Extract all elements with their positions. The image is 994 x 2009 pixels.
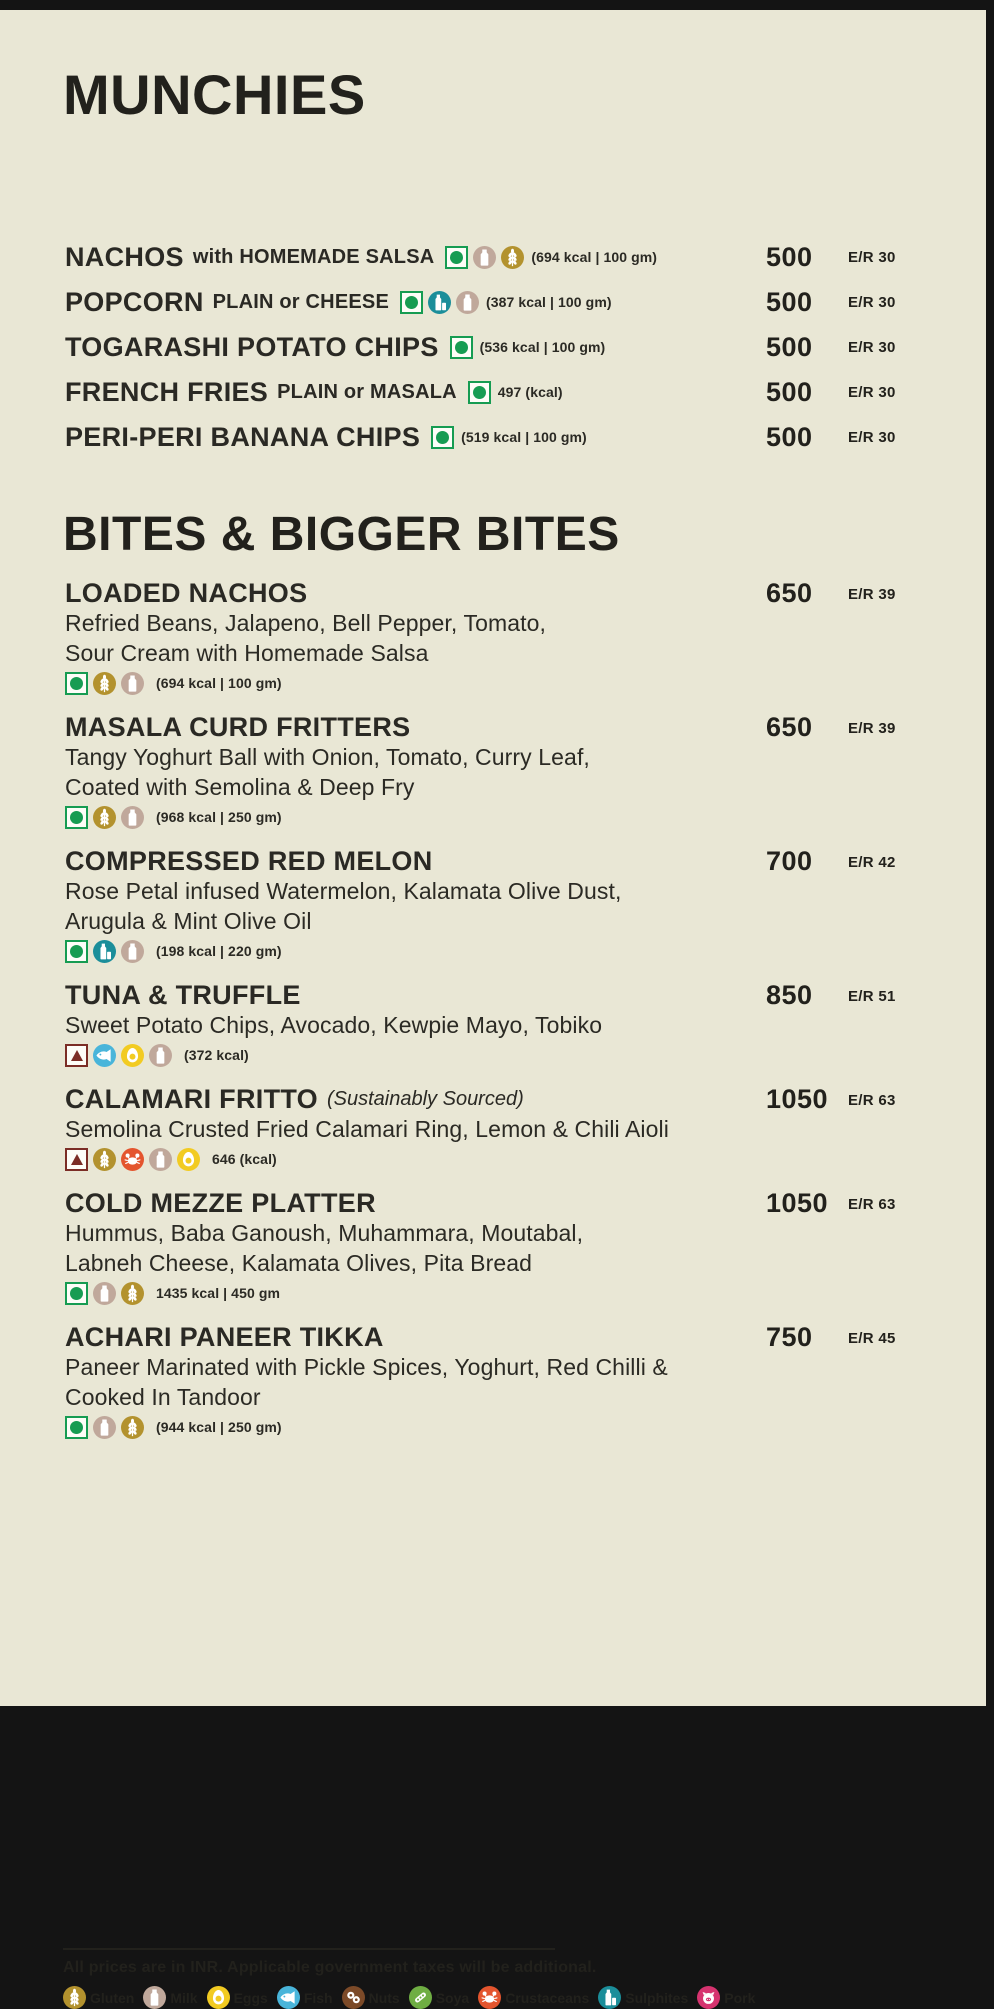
gluten-icon: [63, 1986, 86, 2009]
nonveg-icon: [65, 1148, 88, 1171]
milk-icon: [143, 1986, 166, 2009]
menu-page: [0, 10, 986, 2006]
gluten-icon: [93, 1148, 116, 1171]
item-name-suffix: with HOMEMADE SALSA: [192, 245, 435, 268]
item-exchange-rate: E/R 30: [848, 293, 896, 311]
allergen-icons: [65, 804, 766, 830]
menu-item-main: [65, 712, 766, 830]
veg-icon: [65, 1282, 88, 1305]
menu-item: [0, 1084, 986, 1172]
legend-entry: [342, 1986, 400, 2009]
item-name-row: [65, 377, 766, 407]
section-title: MUNCHIES: [63, 63, 366, 126]
kcal-label: (519 kcal | 100 gm): [461, 429, 587, 446]
milk-icon: [121, 672, 144, 695]
item-price: 650: [766, 712, 813, 743]
footer-note: All prices are in INR. Applicable government taxes will be additional.: [63, 1959, 597, 1976]
item-description: Rose Petal infused Watermelon, Kalamata Olive Dust,: [65, 878, 622, 905]
item-name-row: [65, 1084, 766, 1114]
menu-item: [0, 980, 986, 1068]
pork-icon: [697, 1986, 720, 2009]
crustaceans-icon: [121, 1148, 144, 1171]
menu-item: [0, 846, 986, 964]
menu-item: [0, 325, 986, 370]
item-price: 500: [766, 376, 813, 407]
legend-label: Pork: [724, 1989, 756, 2006]
menu-item-main: [65, 377, 766, 407]
item-exchange-rate: E/R 51: [848, 988, 896, 1006]
item-name: LOADED NACHOS: [65, 578, 308, 609]
item-exchange-rate: E/R 39: [848, 586, 896, 604]
menu-item-main: [65, 1084, 766, 1172]
item-name: COLD MEZZE PLATTER: [65, 1188, 376, 1219]
legend-label: Fish: [303, 1989, 333, 2006]
item-name-row: [65, 332, 766, 362]
item-name-row: [65, 287, 766, 317]
legend-entry: [478, 1986, 589, 2009]
item-name-row: [65, 422, 766, 452]
item-price: 500: [766, 331, 813, 362]
allergen-icons: [65, 1146, 766, 1172]
item-name: PERI-PERI BANANA CHIPS: [65, 422, 421, 453]
menu-item: [0, 370, 986, 415]
nuts-icon: [342, 1986, 365, 2009]
item-name: CALAMARI FRITTO: [65, 1084, 318, 1115]
legend-entry: [598, 1986, 688, 2009]
item-price: 850: [766, 980, 813, 1011]
allergen-icons: [445, 246, 524, 269]
sulphites-icon: [598, 1986, 621, 2009]
eggs-icon: [207, 1986, 230, 2009]
milk-icon: [456, 291, 479, 314]
fish-icon: [93, 1044, 116, 1067]
menu-item-main: [65, 1322, 766, 1440]
menu-footer: [63, 1948, 986, 2009]
kcal-label: 1435 kcal | 450 gm: [156, 1285, 281, 1302]
menu-item: [0, 712, 986, 830]
item-exchange-rate: E/R 63: [848, 1196, 896, 1214]
item-name: NACHOS: [65, 242, 184, 273]
item-description: Semolina Crusted Fried Calamari Ring, Lemon & Chili Aioli: [65, 1116, 669, 1143]
allergen-icons: [450, 336, 473, 359]
item-name: TOGARASHI POTATO CHIPS: [65, 332, 439, 363]
item-price: 500: [766, 421, 813, 452]
legend-label: Eggs: [233, 1989, 268, 2006]
gluten-icon: [93, 806, 116, 829]
legend-label: Milk: [170, 1989, 198, 2006]
menu-item: [0, 1322, 986, 1440]
item-name-row: [65, 980, 766, 1010]
legend-entry: [409, 1986, 469, 2009]
sulphites-icon: [428, 291, 451, 314]
sulphites-icon: [93, 940, 116, 963]
menu-item: [0, 235, 986, 280]
milk-icon: [121, 806, 144, 829]
menu-item-main: [65, 980, 766, 1068]
milk-icon: [149, 1148, 172, 1171]
kcal-label: (944 kcal | 250 gm): [156, 1419, 282, 1436]
menu-item-main: [65, 846, 766, 964]
veg-icon: [400, 291, 423, 314]
menu-item-main: [65, 332, 766, 362]
item-description: Cooked In Tandoor: [65, 1384, 261, 1411]
legend-entry: [277, 1986, 333, 2009]
item-description: Refried Beans, Jalapeno, Bell Pepper, Tomato,: [65, 610, 546, 637]
item-exchange-rate: E/R 45: [848, 1330, 896, 1348]
legend-entry: [143, 1986, 197, 2009]
menu-item-main: [65, 578, 766, 696]
legend-label: Gluten: [90, 1989, 135, 2006]
veg-icon: [65, 1416, 88, 1439]
item-name: POPCORN: [65, 287, 204, 318]
veg-icon: [468, 381, 491, 404]
item-price: 1050: [766, 1188, 829, 1219]
menu-item-main: [65, 287, 766, 317]
milk-icon: [121, 940, 144, 963]
item-description: Arugula & Mint Olive Oil: [65, 908, 312, 935]
legend-label: Sulphites: [625, 1989, 689, 2006]
item-name-suffix: PLAIN or MASALA: [277, 380, 457, 403]
allergen-legend: [63, 1986, 986, 2009]
eggs-icon: [121, 1044, 144, 1067]
kcal-label: 497 (kcal): [497, 384, 563, 401]
allergen-icons: [65, 1414, 766, 1440]
gluten-icon: [121, 1416, 144, 1439]
menu-content: [0, 63, 986, 1762]
allergen-icons: [65, 670, 766, 696]
allergen-icons: [468, 381, 491, 404]
legend-entry: [63, 1986, 134, 2009]
milk-icon: [93, 1416, 116, 1439]
menu-item-main: [65, 1188, 766, 1306]
kcal-label: (694 kcal | 100 gm): [531, 249, 658, 266]
item-price: 1050: [766, 1084, 829, 1115]
legend-label: Soya: [435, 1989, 470, 2006]
allergen-icons: [65, 1280, 766, 1306]
veg-icon: [450, 336, 473, 359]
allergen-icons: [65, 938, 766, 964]
legend-label: Crustaceans: [505, 1989, 590, 2006]
allergen-icons: [65, 1042, 766, 1068]
kcal-label: (536 kcal | 100 gm): [479, 339, 606, 356]
gluten-icon: [121, 1282, 144, 1305]
gluten-icon: [93, 672, 116, 695]
menu-item: [0, 415, 986, 460]
menu-item: [0, 1188, 986, 1306]
item-exchange-rate: E/R 42: [848, 854, 896, 872]
soya-icon: [409, 1986, 432, 2009]
kcal-label: (372 kcal): [184, 1047, 249, 1064]
menu-item-main: [65, 422, 766, 452]
veg-icon: [65, 806, 88, 829]
item-exchange-rate: E/R 63: [848, 1092, 896, 1110]
item-name: COMPRESSED RED MELON: [65, 846, 433, 877]
item-name: FRENCH FRIES: [65, 377, 269, 408]
item-name-row: [65, 1188, 766, 1218]
menu-item: [0, 578, 986, 696]
veg-icon: [431, 426, 454, 449]
legend-entry: [697, 1986, 755, 2009]
kcal-label: (694 kcal | 100 gm): [156, 675, 282, 692]
nonveg-icon: [65, 1044, 88, 1067]
item-exchange-rate: E/R 30: [848, 338, 896, 356]
allergen-icons: [431, 426, 454, 449]
item-description: Sweet Potato Chips, Avocado, Kewpie Mayo, Tobiko: [65, 1012, 603, 1039]
footer-divider: [63, 1948, 555, 1950]
crustaceans-icon: [478, 1986, 501, 2009]
item-price: 700: [766, 846, 813, 877]
item-description: Tangy Yoghurt Ball with Onion, Tomato, Curry Leaf,: [65, 744, 590, 771]
section-item-list: [0, 235, 986, 460]
item-price: 500: [766, 286, 813, 317]
item-description: Hummus, Baba Ganoush, Muhammara, Moutabal,: [65, 1220, 584, 1247]
section-item-list: [0, 578, 986, 1440]
item-name-row: [65, 1322, 766, 1352]
milk-icon: [149, 1044, 172, 1067]
kcal-label: (387 kcal | 100 gm): [485, 294, 612, 311]
legend-label: Nuts: [368, 1989, 400, 2006]
item-exchange-rate: E/R 39: [848, 720, 896, 738]
gluten-icon: [501, 246, 524, 269]
item-price: 500: [766, 241, 813, 272]
eggs-icon: [177, 1148, 200, 1171]
item-name-row: [65, 578, 766, 608]
item-name-row: [65, 242, 766, 272]
item-exchange-rate: E/R 30: [848, 428, 896, 446]
item-name-row: [65, 846, 766, 876]
item-name-suffix: PLAIN or CHEESE: [212, 290, 389, 313]
section-title: BITES & BIGGER BITES: [63, 507, 620, 561]
menu-item-main: [65, 242, 766, 272]
item-name: ACHARI PANEER TIKKA: [65, 1322, 384, 1353]
veg-icon: [445, 246, 468, 269]
kcal-label: (968 kcal | 250 gm): [156, 809, 282, 826]
milk-icon: [473, 246, 496, 269]
item-name: TUNA & TRUFFLE: [65, 980, 301, 1011]
fish-icon: [277, 1986, 300, 2009]
item-exchange-rate: E/R 30: [848, 248, 896, 266]
item-description: Coated with Semolina & Deep Fry: [65, 774, 415, 801]
item-name-row: [65, 712, 766, 742]
kcal-label: (198 kcal | 220 gm): [156, 943, 282, 960]
item-name: MASALA CURD FRITTERS: [65, 712, 411, 743]
allergen-icons: [400, 291, 479, 314]
item-description: Paneer Marinated with Pickle Spices, Yoghurt, Red Chilli &: [65, 1354, 668, 1381]
item-description: Labneh Cheese, Kalamata Olives, Pita Bread: [65, 1250, 533, 1277]
item-exchange-rate: E/R 30: [848, 383, 896, 401]
veg-icon: [65, 672, 88, 695]
item-name-note: (Sustainably Sourced): [326, 1087, 524, 1110]
item-description: Sour Cream with Homemade Salsa: [65, 640, 429, 667]
menu-item: [0, 280, 986, 325]
legend-entry: [207, 1986, 268, 2009]
milk-icon: [93, 1282, 116, 1305]
kcal-label: 646 (kcal): [212, 1151, 277, 1168]
item-price: 750: [766, 1322, 813, 1353]
item-price: 650: [766, 578, 813, 609]
veg-icon: [65, 940, 88, 963]
